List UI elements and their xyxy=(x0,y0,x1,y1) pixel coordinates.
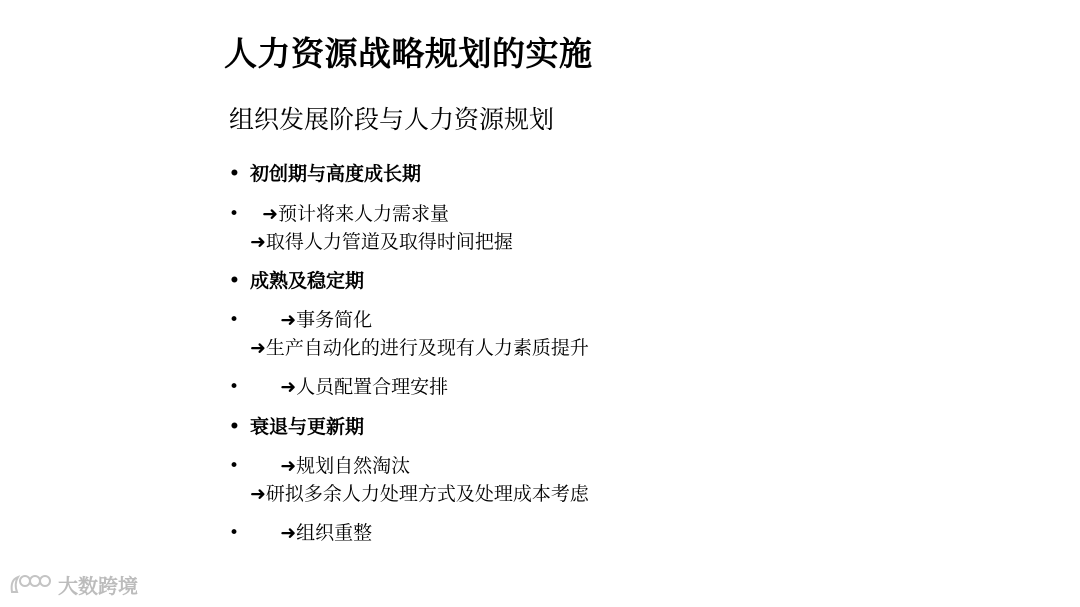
bullet-dot: • xyxy=(229,377,240,397)
bullet-line: ➜人员配置合理安排 xyxy=(250,376,449,398)
bullet-dot: • xyxy=(229,310,240,330)
bullet-line: 衰退与更新期 xyxy=(250,416,365,438)
bullet-line: ➜研拟多余人力处理方式及处理成本考虑 xyxy=(250,483,589,505)
bullet-line: ➜规划自然淘汰 xyxy=(250,455,411,477)
watermark xyxy=(8,570,138,599)
watermark-text: 大数跨境 xyxy=(58,574,138,598)
bullet-line: ➜事务简化 xyxy=(250,309,373,331)
bullet-item xyxy=(229,452,789,508)
bullet-item xyxy=(229,413,789,441)
brand-logo-icon xyxy=(8,572,52,598)
bullet-dot: • xyxy=(229,417,240,437)
slide-title: 人力资源战略规划的实施 xyxy=(224,34,593,73)
bullet-line: ➜组织重整 xyxy=(250,522,373,544)
bullet-line: ➜预计将来人力需求量 xyxy=(250,203,449,225)
bullet-dot: • xyxy=(229,456,240,476)
bullet-line: 初创期与高度成长期 xyxy=(250,163,422,185)
bullet-item xyxy=(229,306,789,362)
bullet-dot: • xyxy=(229,523,240,543)
bullet-item xyxy=(229,200,789,256)
slide-subtitle: 组织发展阶段与人力资源规划 xyxy=(229,105,555,134)
bullet-item xyxy=(229,267,789,295)
bullet-list xyxy=(229,160,789,547)
bullet-item xyxy=(229,519,789,547)
bullet-dot: • xyxy=(229,271,240,291)
bullet-line: ➜取得人力管道及取得时间把握 xyxy=(250,231,513,253)
bullet-line: 成熟及稳定期 xyxy=(250,270,365,292)
bullet-line: ➜生产自动化的进行及现有人力素质提升 xyxy=(250,337,589,359)
bullet-item xyxy=(229,373,789,401)
bullet-dot: • xyxy=(229,164,240,184)
bullet-item xyxy=(229,160,789,188)
bullet-dot: • xyxy=(229,204,240,224)
